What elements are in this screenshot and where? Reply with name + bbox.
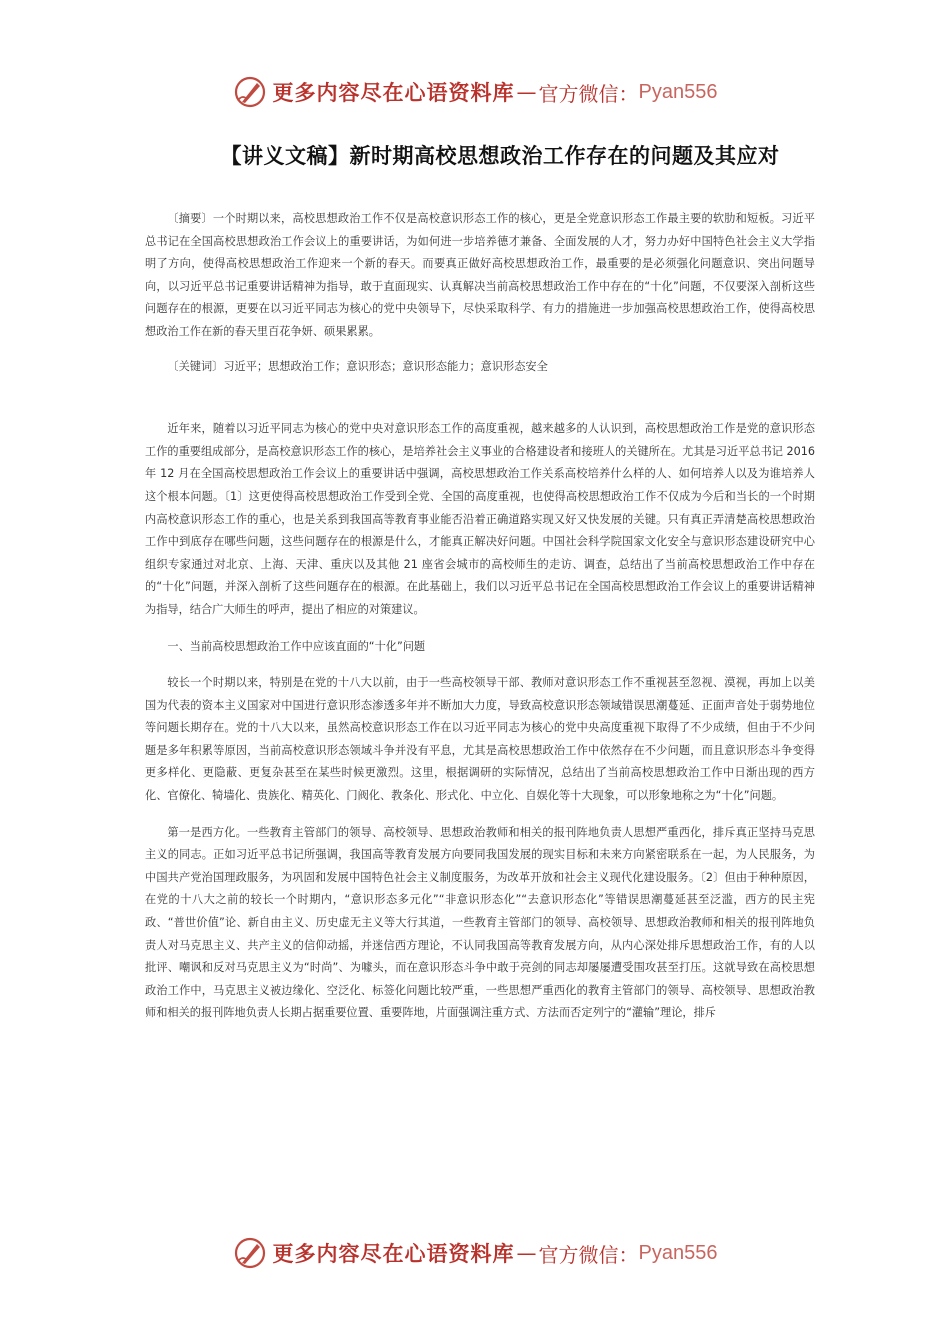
footer-banner [0,1233,950,1273]
header-banner [0,72,950,112]
banner-separator: — [516,80,537,104]
banner-text: 更多内容尽在心语资料库 [272,80,515,105]
document-title: 【讲义文稿】新时期高校思想政治工作存在的问题及其应对 [220,144,780,168]
banner-wechat-id: Pyan556 [638,1241,718,1264]
quill-pen-logo-icon [233,75,267,109]
abstract-paragraph: 〔摘要〕一个时期以来，高校思想政治工作不仅是高校意识形态工作的核心，更是全党意识形态工作最主要的软肋和短板。习近平总书记在全国高校思想政治工作会议上的重要讲话，为如何进一步培养德才兼备、全面发展的人才，努力办好中国特色社会主义大学指明了方向，使得高校思想政治工作迎来一个新的春天。而要真正做好高校思想政治工作，最重要的是必须强化问题意识、突出问题导向，以习近平总书记重要讲话精神为指导，敢于直面现实、认真解决当前高校思想政治工作中存在的“十化”问题，不仅要深入剖析这些问题存在的根源，更要在以习近平同志为核心的党中央领导下，尽快采取科学、有力的措施进一步加强高校思想政治工作，使得高校思想政治工作在新的春天里百花争妍、硕果累累。 [145,212,815,338]
banner-wechat-id: Pyan556 [638,80,718,103]
banner-text: 更多内容尽在心语资料库 [272,1241,515,1266]
banner-suffix: 官方微信： [538,81,639,106]
body-paragraph: 第一是西方化。一些教育主管部门的领导、高校领导、思想政治教师和相关的报刊阵地负责人思想严重西化，排斥真正坚持马克思主义的同志。正如习近平总书记所强调，我国高等教育发展方向要同我国发展的现实目标和未来方向紧密联系在一起，为人民服务，为中国共产党治国理政服务，为巩固和发展中国特色社会主义制度服务，为改革开放和社会主义现代化建设服务。〔2〕但由于种种原因，在党的十八大之前的较长一个时期内，“意识形态多元化”“非意识形态化”“去意识形态化”等错误思潮蔓延甚至泛滥，西方的民主宪政、“普世价值”论、新自由主义、历史虚无主义等大行其道，一些教育主管部门的领导、高校领导、思想政治教师和相关的报刊阵地负责人对马克思主义、共产主义的信仰动摇，并迷信西方理论，不认同我国高等教育发展方向，从内心深处排斥思想政治工作，有的人以批评、嘲讽和反对马克思主义为“时尚”、为噱头，而在意识形态斗争中敢于亮剑的同志却屡屡遭受围攻甚至打压。这就导致在高校思想政治工作中，马克思主义被边缘化、空泛化、标签化问题比较严重，一些思想严重西化的教育主管部门的领导、高校领导、思想政治教师和相关的报刊阵地负责人长期占据重要位置、重要阵地，片面强调注重方式、方法而否定列宁的“灌输”理论，排斥 [145,825,815,1020]
banner-suffix: 官方微信： [538,1242,639,1267]
banner-separator: — [516,1241,537,1265]
quill-pen-logo-icon [233,1236,267,1270]
keywords-paragraph: 〔关键词〕习近平；思想政治工作；意识形态；意识形态能力；意识形态安全 [167,359,548,373]
document-body [145,208,815,1025]
body-paragraph: 较长一个时期以来，特别是在党的十八大以前，由于一些高校领导干部、教师对意识形态工作不重视甚至忽视、漠视，再加上以美国为代表的资本主义国家对中国进行意识形态渗透多年并不断加大力度，导致高校意识形态领域错误思潮蔓延、正面声音处于弱势地位等问题长期存在。党的十八大以来，虽然高校意识形态工作在以习近平同志为核心的党中央高度重视下取得了不少成绩，但由于不少问题是多年积累等原因，当前高校意识形态领域斗争并没有平息，尤其是高校思想政治工作中依然存在不少问题，而且意识形态斗争变得更多样化、更隐蔽、更复杂甚至在某些时候更激烈。这里，根据调研的实际情况，总结出了当前高校思想政治工作中日渐出现的西方化、官僚化、犄墙化、贵族化、精英化、门阀化、教条化、形式化、中立化、自娱化等十大现象，可以形象地称之为“十化”问题。 [145,676,815,803]
section-heading: 一、当前高校思想政治工作中应该直面的“十化”问题 [167,639,426,653]
body-paragraph: 近年来，随着以习近平同志为核心的党中央对意识形态工作的高度重视，越来越多的人认识到，高校思想政治工作是党的意识形态工作的重要组成部分，是高校意识形态工作的核心，是培养社会主义事业的合格建设者和接班人的关键所在。尤其是习近平总书记 2016 年 12 月在全国高校思想政治工作会议上的重要讲话中强调，高校思想政治工作关系高校培养什么样的人、如何培养人以及为谁培养人这个根本问题。〔1〕这更使得高校思想政治工作受到全党、全国的高度重视，也使得高校思想政治工作不仅成为今后和当长的一个时期内高校意识形态工作的重心，也是关系到我国高等教育事业能否沿着正确道路实现又好又快发展的关键。只有真正弄清楚高校思想政治工作中到底存在哪些问题，这些问题存在的根源是什么，才能真正解决好问题。中国社会科学院国家文化安全与意识形态建设研究中心组织专家通过对北京、上海、天津、重庆以及其他 21 座省会城市的高校师生的走访、调查，总结出了当前高校思想政治工作中存在的“十化”问题，并深入剖析了这些问题存在的根源。在此基础上，我们以习近平总书记在全国高校思想政治工作会议上的重要讲话精神为指导，结合广大师生的呼声，提出了相应的对策建议。 [145,422,815,616]
